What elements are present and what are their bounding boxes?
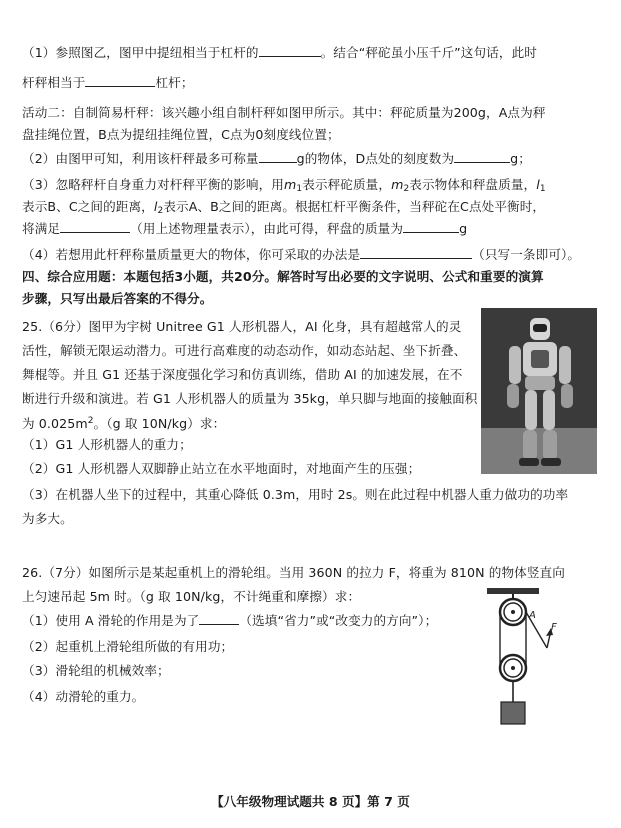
q24-part1-line2: 杆秤相当于 杠杆； (22, 75, 194, 90)
q24-part3-line2: 表示B、C之间的距离，$l_2$表示A、B之间的距离。根据杠杆平衡条件，当秤砣在C点处平衡时， (22, 199, 546, 216)
q26-line1: 26.（7分）如图所示是某起重机上的滑轮组。当用 360N 的拉力 F，将重为 810N 的物体竖直向 (22, 565, 565, 580)
q24-part3-line3: 将满足 （用上述物理量表示），由此可得，秤盘的质量为 g (22, 221, 468, 236)
q24-part4: （4）若想用此杆秤称量质量更大的物体，你可采取的办法是 （只写一条即可）。 (22, 247, 581, 262)
q24-part2: （2）由图甲可知，利用该杆秤最多可称量 g的物体，D点处的刻度数为 g； (22, 151, 531, 166)
q25-line3: 舞棍等。并且 G1 还基于深度强化学习和仿真训练，借助 AI 的加速发展，在不 (22, 367, 463, 382)
q26-sub2: （2）起重机上滑轮组所做的有用功； (22, 639, 234, 654)
q25-sub1: （1）G1 人形机器人的重力； (22, 437, 192, 452)
load-block (501, 702, 525, 724)
q24-part1-line1: （1）参照图乙，图甲中提纽相当于杠杆的 。结合“秤砣虽小压千斤”这句话，此时 (22, 45, 537, 60)
answer-blank[interactable] (259, 44, 321, 57)
answer-blank[interactable] (259, 150, 297, 163)
answer-blank[interactable] (60, 220, 130, 233)
activity-two-line1: 活动二：自制简易杆秤：该兴趣小组自制杆秤如图甲所示。其中：秤砣质量为200g，A点为秤 (22, 105, 546, 120)
humanoid-robot-icon (481, 308, 597, 474)
q25-line1: 25.（6分）图甲为宇树 Unitree G1 人形机器人，AI 化身，具有超越常人的灵 (22, 319, 462, 334)
q25-sub3-cont: 为多大。 (22, 511, 73, 526)
q25-line2: 活性，解锁无限运动潜力。可进行高难度的动态动作，如动态站起、坐下折叠、 (22, 343, 467, 358)
label-a: A (529, 610, 536, 621)
section-four-heading: 四、综合应用题：本题包括3小题，共20分。解答时写出必要的文字说明、公式和重要的演算 (22, 269, 544, 284)
q26-line2: 上匀速吊起 5m 时。（g 取 10N/kg，不计绳重和摩擦）求： (22, 589, 361, 604)
ceiling-bar (487, 588, 539, 594)
answer-blank[interactable] (454, 150, 510, 163)
q25-line5: 为 $0.025m^2$。（g 取 10N/kg）求： (22, 416, 226, 431)
section-four-heading-cont: 步骤，只写出最后答案的不得分。 (22, 291, 213, 306)
answer-blank[interactable] (199, 612, 239, 625)
page-footer: 【八年级物理试题共 8 页】第 7 页 (211, 794, 410, 809)
activity-two-line2: 盘挂绳位置，B点为提纽挂绳位置，C点为0刻度线位置； (22, 127, 340, 142)
q25-sub2: （2）G1 人形机器人双脚静止站立在水平地面时，对地面产生的压强； (22, 461, 421, 476)
label-f: F (551, 622, 557, 633)
answer-blank[interactable] (360, 246, 472, 259)
pull-rope (526, 612, 547, 648)
q25-line4: 断进行升级和演进。若 G1 人形机器人的质量为 35kg，单只脚与地面的接触面积 (22, 391, 478, 406)
q26-sub4: （4）动滑轮的重力。 (22, 689, 145, 704)
q26-sub1: （1）使用 A 滑轮的作用是为了 （选填“省力”或“改变力的方向”）； (22, 613, 438, 628)
q24-part3-line1: （3）忽略秤杆自身重力对杆秤平衡的影响，用$m_1$表示秤砣质量，$m_2$表示物体和秤盘质量，$l_1$ (22, 177, 546, 194)
answer-blank[interactable] (403, 220, 459, 233)
q25-sub3: （3）在机器人坐下的过程中，其重心降低 0.3m，用时 2s。则在此过程中机器人重力做功的功率 (22, 487, 569, 502)
answer-blank[interactable] (85, 74, 155, 87)
q26-sub3: （3）滑轮组的机械效率； (22, 663, 170, 678)
pulley-system-diagram (485, 588, 565, 728)
robot-photo (481, 308, 597, 474)
